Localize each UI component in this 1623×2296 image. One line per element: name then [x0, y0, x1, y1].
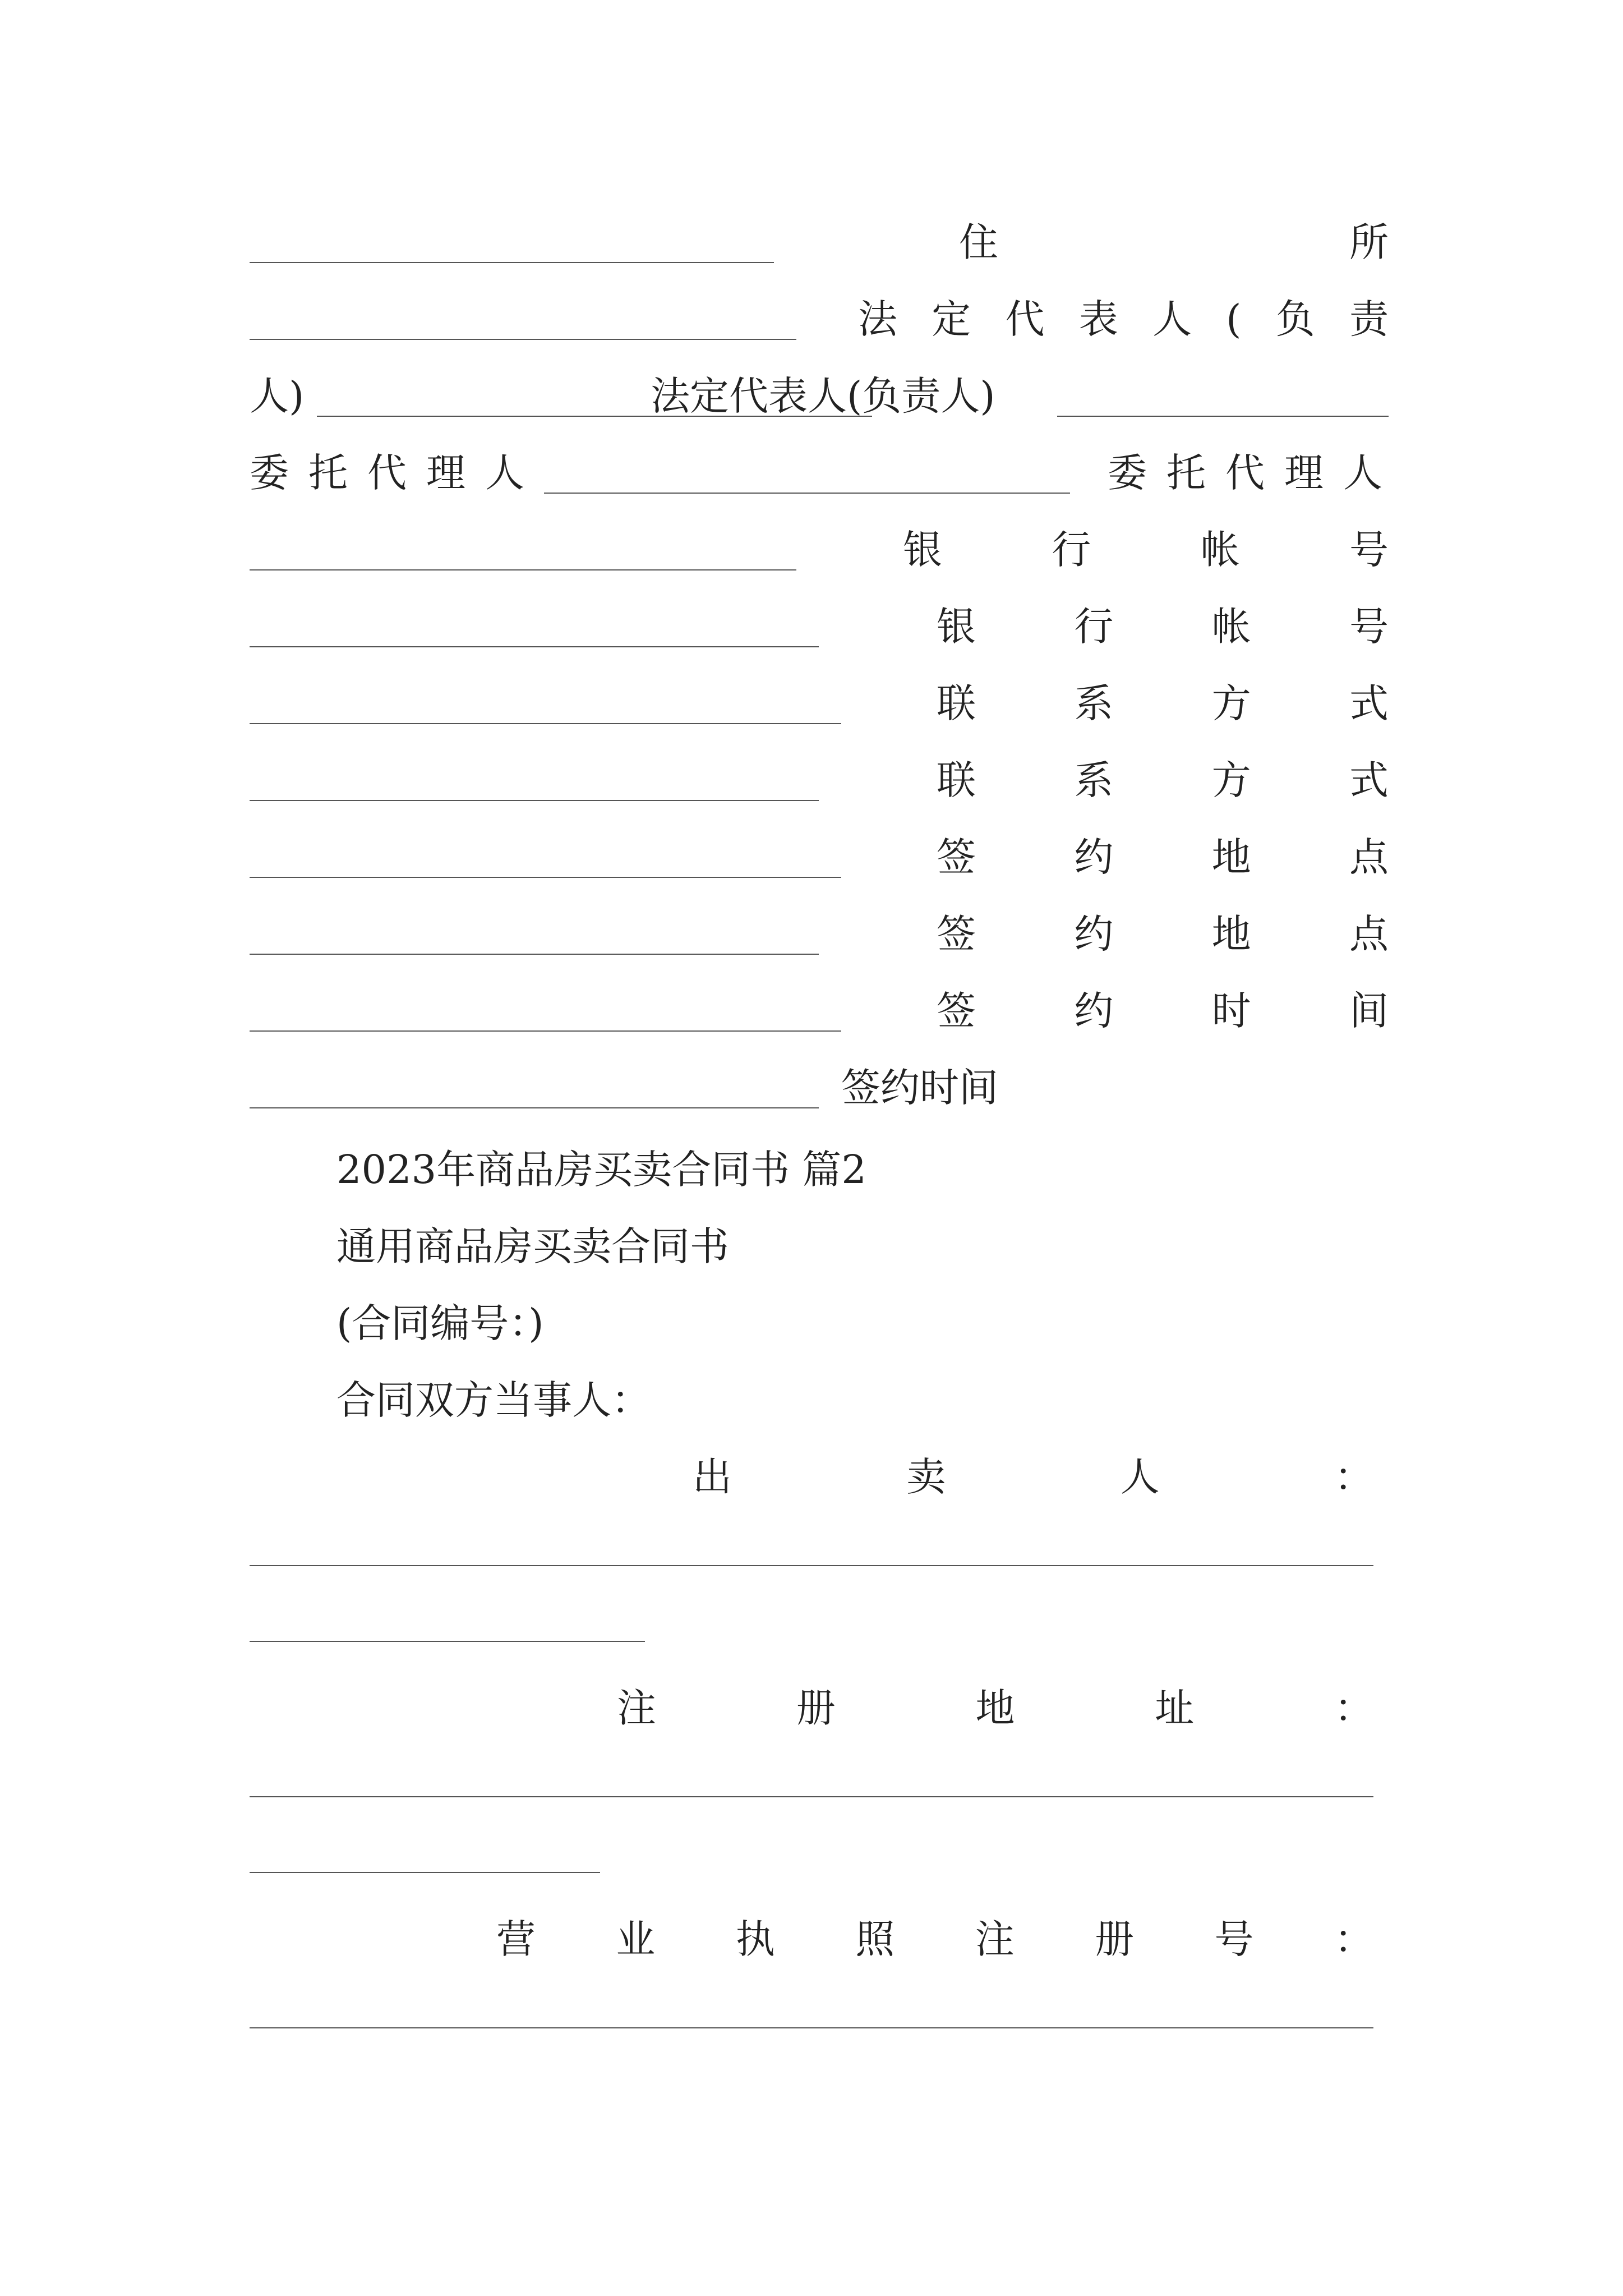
seller-label: 出 卖 人 ： [693, 1454, 1373, 1500]
bank-label-a: 银 行 帐 号 [903, 527, 1389, 573]
contract-subtitle: 通用商品房买卖合同书 [336, 1223, 729, 1269]
contact-label-b: 联 系 方 式 [937, 757, 1389, 803]
blank-line [544, 493, 1070, 494]
agent-row [250, 445, 1402, 501]
agent-label-a: 委托代理人 [250, 450, 544, 496]
legal-rep-end: 人) [250, 373, 305, 419]
legal-rep-row-2 [250, 368, 1389, 424]
legal-rep-label-b: 法定代表人(负责人) [651, 373, 995, 419]
license-row [250, 1911, 1373, 1967]
reg-address-blank-line [250, 1796, 1373, 1797]
blank-line [250, 646, 819, 647]
bank-row-b [250, 599, 1389, 655]
blank-line [250, 569, 796, 570]
blank-line [250, 877, 841, 878]
reg-address-label: 注 册 地 址 ： [617, 1685, 1373, 1731]
bank-row-a [250, 522, 1389, 578]
blank-line [250, 1107, 819, 1108]
blank-line [1057, 416, 1389, 417]
reg-address-blank-line-2 [250, 1872, 600, 1873]
place-label-b: 签 约 地 点 [937, 911, 1389, 957]
place-label-a: 签 约 地 点 [937, 834, 1389, 880]
place-row-b [250, 906, 1389, 962]
blank-line [250, 1030, 841, 1032]
time-label-b: 签约时间 [841, 1065, 998, 1111]
seller-blank-line [250, 1565, 1373, 1566]
blank-line [250, 262, 774, 263]
place-row-a [250, 829, 1389, 885]
reg-address-row [250, 1680, 1373, 1736]
blank-line [250, 800, 819, 801]
blank-line [250, 723, 841, 724]
residence-label: 住 所 [959, 219, 1389, 265]
seller-row [250, 1449, 1373, 1505]
blank-line [250, 954, 819, 955]
blank-line [250, 339, 796, 340]
section-heading: 2023年商品房买卖合同书 篇2 [336, 1147, 866, 1193]
time-label-a: 签 约 时 间 [937, 988, 1389, 1034]
contact-row-b [250, 752, 1389, 808]
license-blank-line [250, 2027, 1373, 2028]
legal-rep-label: 法 定 代 表 人 ( 负 责 [858, 296, 1389, 342]
contact-row-a [250, 675, 1389, 731]
time-row-b [250, 1060, 1389, 1116]
agent-label-b: 委托代理人 [1108, 450, 1402, 496]
contact-label-a: 联 系 方 式 [937, 680, 1389, 726]
time-row-a [250, 983, 1389, 1039]
license-label: 营 业 执 照 注 册 号 ： [496, 1916, 1373, 1962]
parties-label: 合同双方当事人： [336, 1377, 651, 1423]
legal-rep-row [250, 291, 1389, 347]
seller-blank-line-2 [250, 1641, 645, 1642]
bank-label-b: 银 行 帐 号 [937, 604, 1389, 650]
contract-number: (合同编号：) [336, 1300, 544, 1346]
residence-row [250, 214, 1389, 270]
